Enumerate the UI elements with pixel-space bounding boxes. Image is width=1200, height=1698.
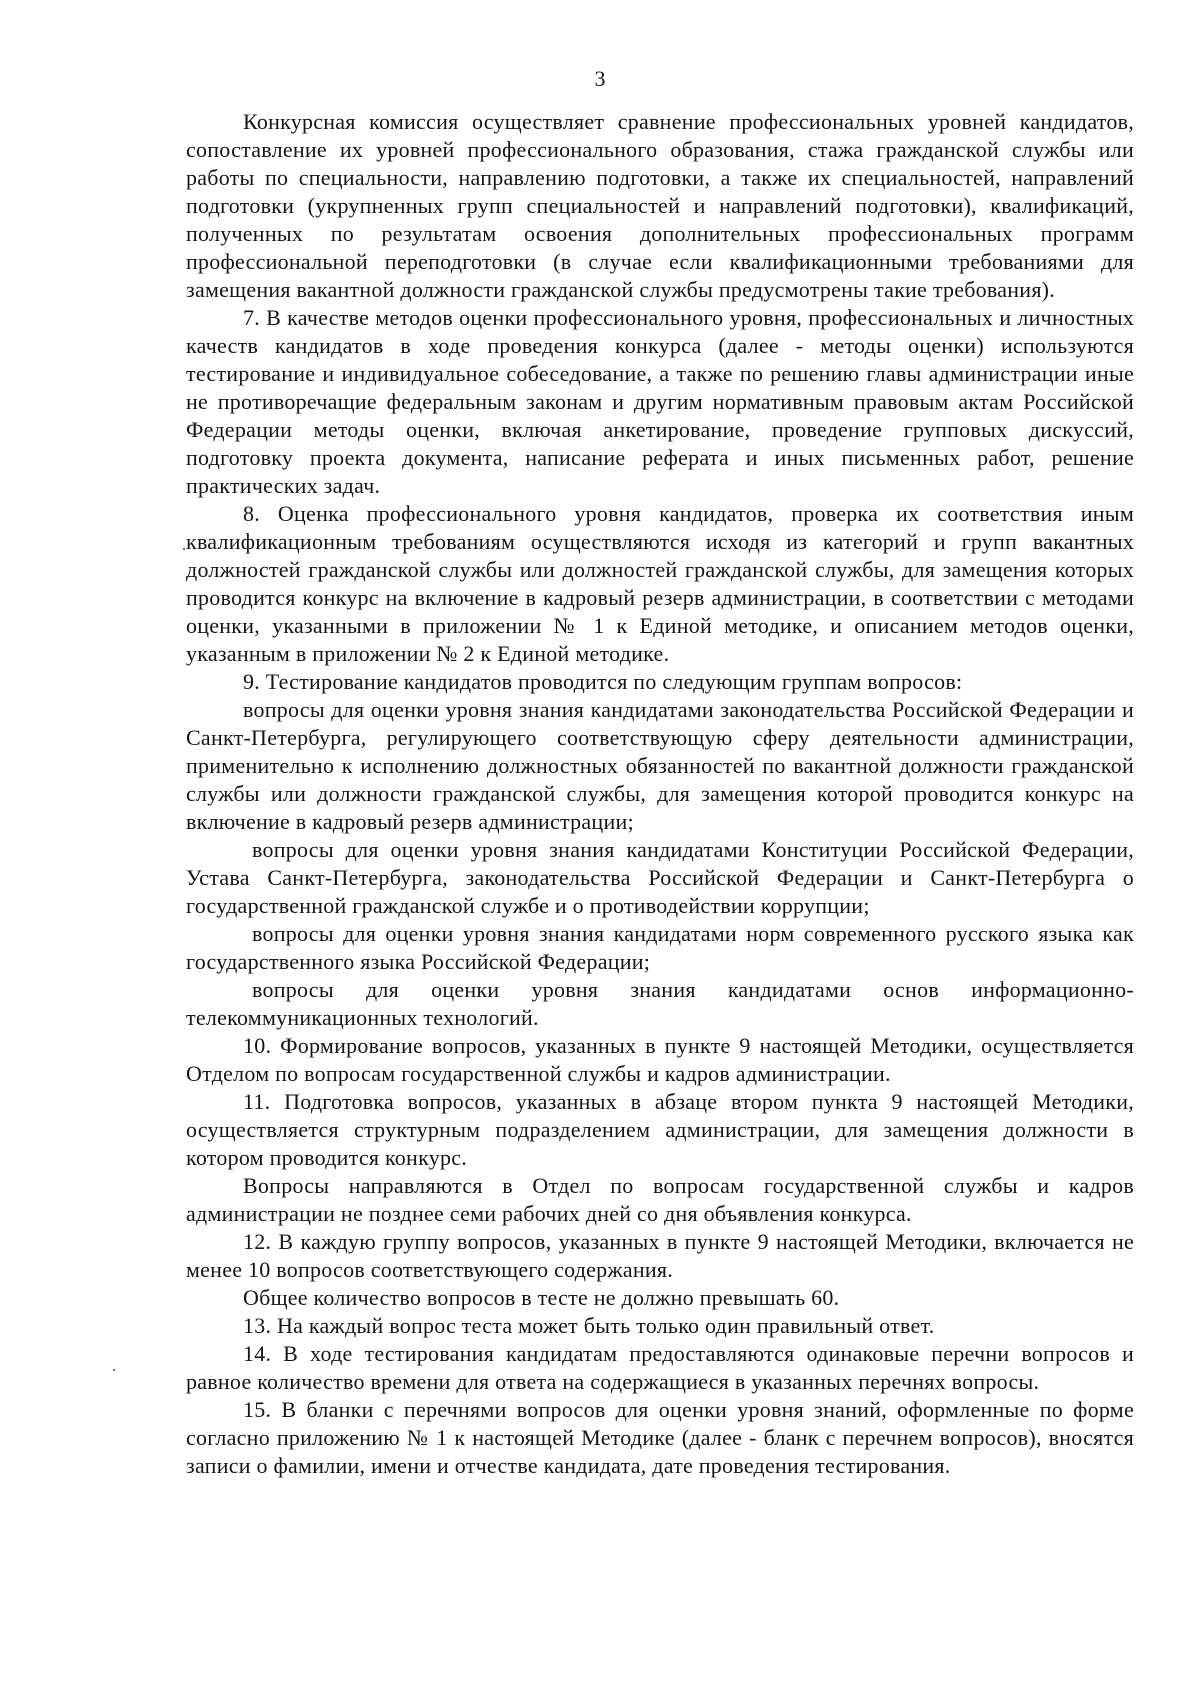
scan-speck-mark [113,1369,115,1371]
paragraph-item-12: 12. В каждую группу вопросов, указанных в пункте 9 настоящей Методики, включается не менее 10 вопросов соответствующего содержания. [186,1229,1134,1282]
paragraph-item-15: 15. В бланки с перечнями вопросов для оценки уровня знаний, оформленные по форме согласно приложению № 1 к настоящей Методике (далее - бланк с перечнем вопросов), вносятся записи о фамилии, имени и отчестве кандидата, дате проведения тестирования. [186,1397,1134,1478]
paragraph-item-8: 8. Оценка профессионального уровня кандидатов, проверка их соответствия иным квалификационным требованиям осуществляются исходя из категорий и групп вакантных должностей гражданской службы или должностей гражданской службы, для замещения которых проводится конкурс на включение в кадровый резерв администрации, в соответствии с методами оценки, указанными в приложении № 1 к Единой методике, и описанием методов оценки, указанным в приложении № 2 к Единой методике. [186,501,1134,666]
paragraph-question-group-constitution: вопросы для оценки уровня знания кандидатами Конституции Российской Федерации, Устава Санкт-Петербурга, законодательства Российской Федерации и Санкт-Петербурга о государственной гражданской службе и о противодействии коррупции; [186,837,1134,918]
paragraph-item-14: 14. В ходе тестирования кандидатам предоставляются одинаковые перечни вопросов и равное количество времени для ответа на содержащиеся в указанных перечнях вопросы. [186,1341,1134,1394]
paragraph-item-10: 10. Формирование вопросов, указанных в пункте 9 настоящей Методики, осуществляется Отделом по вопросам государственной службы и кадров администрации. [186,1033,1134,1086]
page-number: 3 [594,66,606,91]
paragraph-commission-comparison: Конкурсная комиссия осуществляет сравнение профессиональных уровней кандидатов, сопоставление их уровней профессионального образования, стажа гражданской службы или работы по специальности, направлению подготовки, а также их специальностей, направлений подготовки (укрупненных групп специальностей и направлений подготовки), квалификаций, полученных по результатам освоения дополнительных профессиональных программ профессиональной переподготовки (в случае если квалификационными требованиями для замещения вакантной должности гражданской службы предусмотрены такие требования). [186,109,1134,302]
scan-speck-mark [183,548,185,550]
paragraph-item-7: 7. В качестве методов оценки профессионального уровня, профессиональных и личностных качеств кандидатов в ходе проведения конкурса (далее - методы оценки) используются тестирование и индивидуальное собеседование, а также по решению главы администрации иные не противоречащие федеральным законам и другим нормативным правовым актам Российской Федерации методы оценки, включая анкетирование, проведение групповых дискуссий, подготовку проекта документа, написание реферата и иных письменных работ, решение практических задач. [186,305,1134,498]
paragraph-question-group-legislation: вопросы для оценки уровня знания кандидатами законодательства Российской Федерации и Санкт-Петербурга, регулирующего соответствующую сферу деятельности администрации, применительно к исполнению должностных обязанностей по вакантной должности гражданской службы или должности гражданской службы, для замещения которой проводится конкурс на включение в кадровый резерв администрации; [186,697,1134,834]
paragraph-questions-submission: Вопросы направляются в Отдел по вопросам государственной службы и кадров администрации не позднее семи рабочих дней со дня объявления конкурса. [186,1173,1134,1226]
paragraph-question-group-ict: вопросы для оценки уровня знания кандидатами основ информационно-телекоммуникационных технологий. [186,977,1134,1030]
paragraph-item-13: 13. На каждый вопрос теста может быть только один правильный ответ. [243,1313,935,1338]
document-body [186,108,1134,1480]
paragraph-item-11: 11. Подготовка вопросов, указанных в абзаце втором пункта 9 настоящей Методики, осуществляется структурным подразделением администрации, для замещения должности в котором проводится конкурс. [186,1089,1134,1170]
paragraph-item-9: 9. Тестирование кандидатов проводится по следующим группам вопросов: [243,669,963,694]
paragraph-total-questions: Общее количество вопросов в тесте не должно превышать 60. [243,1285,840,1310]
paragraph-question-group-language: вопросы для оценки уровня знания кандидатами норм современного русского языка как государственного языка Российской Федерации; [186,921,1134,974]
